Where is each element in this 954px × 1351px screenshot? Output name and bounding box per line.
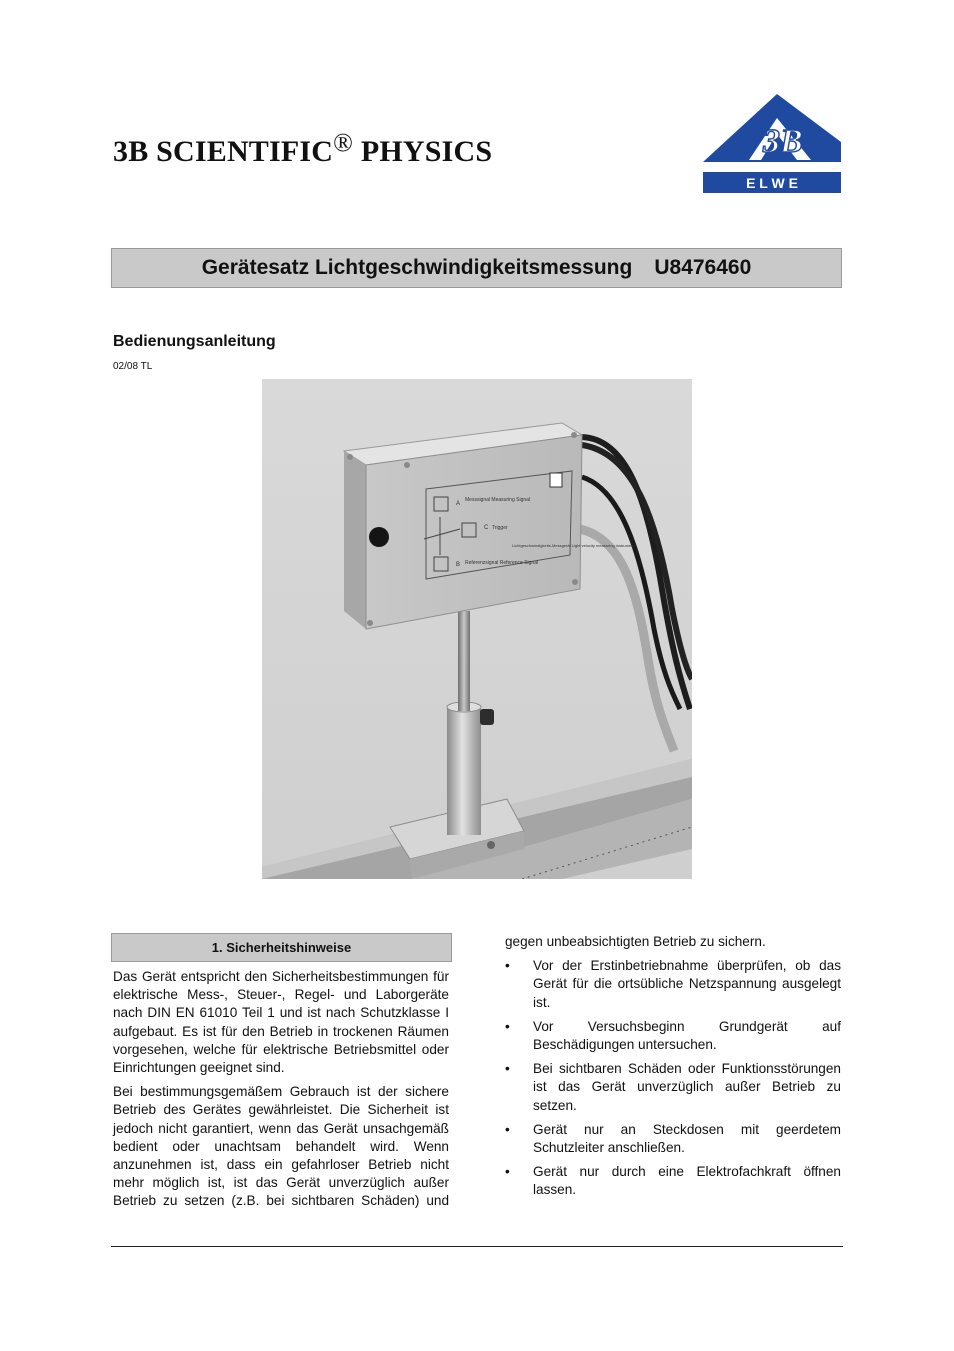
bullet-mark: • (505, 1121, 510, 1137)
safety-bullet-list (505, 957, 841, 1199)
product-photo (262, 379, 692, 879)
safety-paragraph-1: Das Gerät entspricht den Sicherheitsbestimmungen für elektrische Mess-, Steuer-, Regel- und Laborgeräte nach DIN EN 61010 Teil 1 und ist nach Schutzklasse I aufgebaut. Es ist für den Betrieb in trockenen Räumen vorgesehen, welche für elektrische Betriebsmittel oder Einrichtungen geeignet sind. (113, 969, 449, 1076)
list-item: • Gerät nur an Steckdosen mit geerdetem Schutzleiter anschließen. (505, 1121, 841, 1156)
3b-elwe-logo (703, 94, 843, 194)
panel-footer-text: Lichtgeschwindigkeits-Messgerät Light velocity measuring instrument (512, 543, 635, 548)
list-item: • Vor Versuchsbeginn Grundgerät auf Beschädigungen untersuchen. (505, 1018, 841, 1053)
list-item: • Gerät nur durch eine Elektrofachkraft öffnen lassen. (505, 1164, 841, 1198)
bullet-mark: • (505, 1061, 510, 1077)
safety-text-right-column (505, 933, 841, 1206)
port-c-label: C (484, 525, 489, 531)
list-item: • Vor der Erstinbetriebnahme überprüfen, ob das Gerät für die ortsübliche Netzspannung ausgelegt ist. (505, 958, 841, 1010)
bullet-mark: • (505, 958, 510, 974)
logo-mark: 3B (763, 123, 803, 160)
document-type: Bedienungsanleitung (113, 333, 276, 350)
registered-mark: ® (333, 128, 354, 157)
logo-reg: ® (809, 135, 815, 142)
port-b-label: B (456, 562, 461, 568)
safety-text-left-column (113, 968, 449, 1217)
document-date: 02/08 TL (113, 361, 153, 372)
port-a-label: A (456, 501, 461, 507)
section-heading-safety: 1. Sicherheitshinweise (111, 933, 452, 962)
brand-heading (113, 128, 492, 169)
product-title-bar (111, 248, 842, 288)
port-c-text: Trigger (492, 525, 508, 531)
port-b-text: Referenzsignal Reference Signal (465, 560, 539, 566)
bullet-mark: • (505, 1018, 510, 1034)
list-item: • Bei sichtbaren Schäden oder Funktionsstörungen ist das Gerät unverzüglich außer Betrieb zu setzen. (505, 1061, 841, 1113)
brand-main: 3B SCIENTIFIC (113, 135, 334, 168)
product-code: U8476460 (654, 256, 752, 279)
safety-paragraph-2-continued: gegen unbeabsichtigten Betrieb zu sichern. (505, 934, 766, 949)
footer-rule (111, 1246, 843, 1247)
logo-wordmark: E L W E (746, 175, 798, 191)
bullet-mark: • (505, 1164, 510, 1180)
product-name: Gerätesatz Lichtgeschwindigkeitsmessung (201, 256, 633, 279)
safety-paragraph-2: Bei bestimmungsgemäßem Gebrauch ist der sichere Betrieb des Gerätes gewährleistet. Die Sicherheit ist jedoch nicht garantiert, wenn das Gerät unsachgemäß bedient oder unachtsam behandelt wird. Wenn anzunehmen ist, dass ein gefahrloser Betrieb nicht mehr möglich ist, ist das Gerät unverzüglich außer Betrieb zu setzen (z.B. bei sichtbaren Schäden) und (113, 1084, 449, 1209)
brand-tail: PHYSICS (353, 135, 493, 168)
port-a-text: Messsignal Measuring Signal (465, 497, 531, 503)
